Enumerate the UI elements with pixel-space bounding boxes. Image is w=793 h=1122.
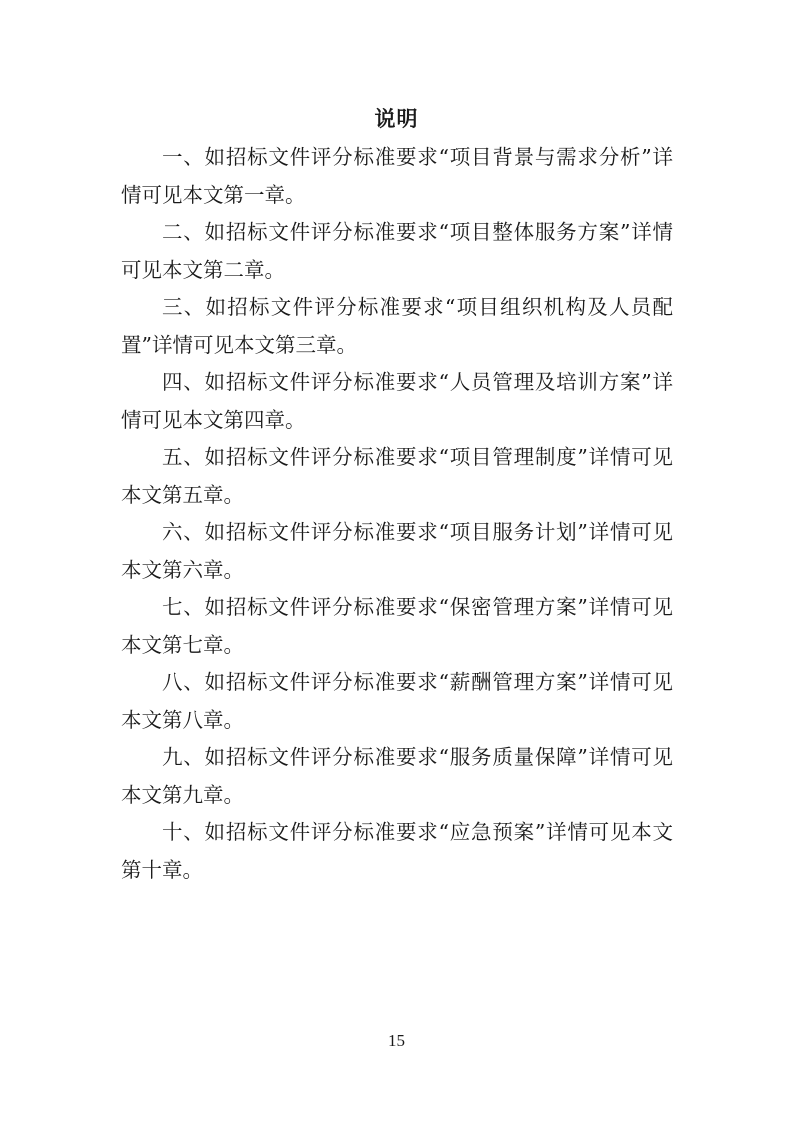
paragraph-2: 二、如招标文件评分标准要求“项目整体服务方案”详情可见本文第二章。 xyxy=(121,220,673,282)
paragraph-4: 四、如招标文件评分标准要求“人员管理及培训方案”详情可见本文第四章。 xyxy=(121,370,673,432)
paragraph-7: 七、如招标文件评分标准要求“保密管理方案”详情可见本文第七章。 xyxy=(121,595,673,657)
paragraph-10: 十、如招标文件评分标准要求“应急预案”详情可见本文第十章。 xyxy=(121,820,673,882)
page-number: 15 xyxy=(388,1031,405,1050)
paragraph-6: 六、如招标文件评分标准要求“项目服务计划”详情可见本文第六章。 xyxy=(121,520,673,582)
paragraph-8: 八、如招标文件评分标准要求“薪酬管理方案”详情可见本文第八章。 xyxy=(121,670,673,732)
document-body xyxy=(121,139,673,889)
paragraph-5: 五、如招标文件评分标准要求“项目管理制度”详情可见本文第五章。 xyxy=(121,445,673,507)
paragraph-3: 三、如招标文件评分标准要求“项目组织机构及人员配置”详情可见本文第三章。 xyxy=(121,295,673,357)
paragraph-9: 九、如招标文件评分标准要求“服务质量保障”详情可见本文第九章。 xyxy=(121,745,673,807)
paragraph-1: 一、如招标文件评分标准要求“项目背景与需求分析”详情可见本文第一章。 xyxy=(121,145,673,207)
page-title: 说明 xyxy=(374,106,419,131)
